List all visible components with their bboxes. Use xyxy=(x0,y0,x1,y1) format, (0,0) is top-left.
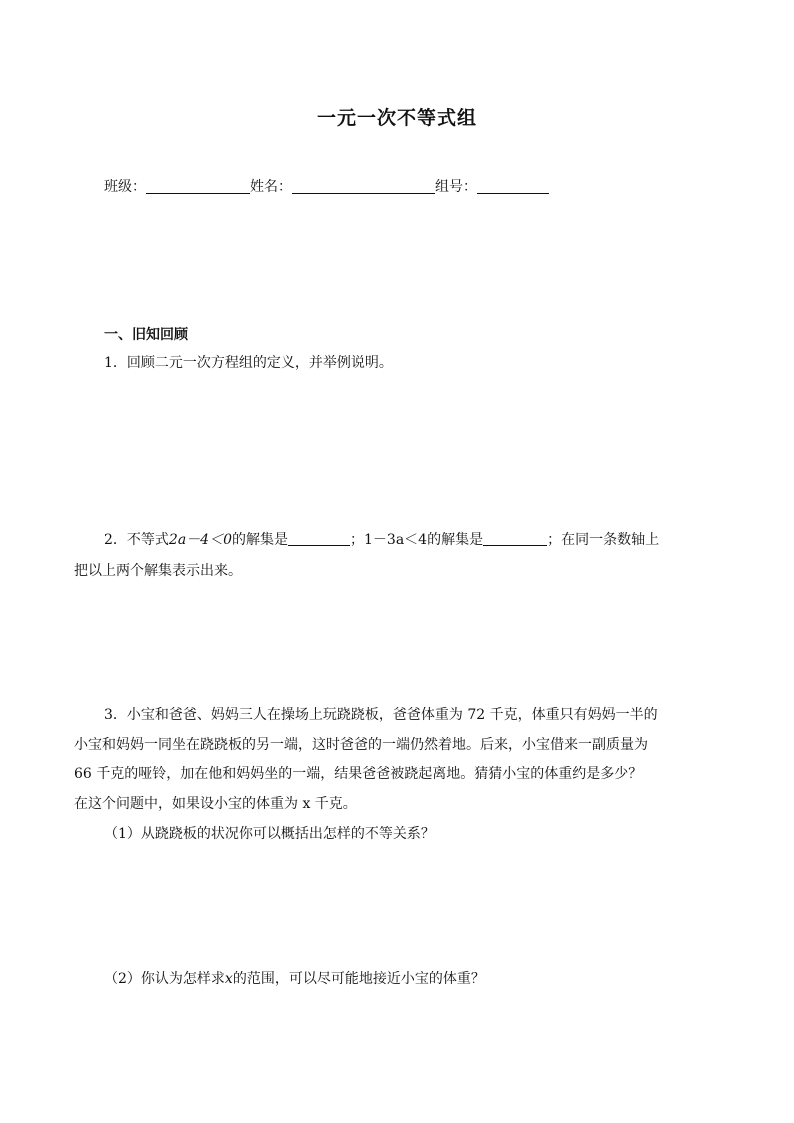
name-label: 姓名： xyxy=(250,179,292,195)
group-label: 组号： xyxy=(435,179,477,195)
question-1: 1．回顾二元一次方程组的定义，并举例说明。 xyxy=(104,355,393,371)
question-3-line-4: 在这个问题中，如果设小宝的体重为 x 千克。 xyxy=(74,796,357,812)
q2-mid-2: 的解集是 xyxy=(427,532,484,548)
q2-inequality-2: 1－3a＜4 xyxy=(364,532,428,548)
q2-mid-1: 的解集是 xyxy=(232,532,288,548)
question-3-line-3: 66 千克的哑铃，加在他和妈妈坐的一端，结果爸爸被跷起离地。猜猜小宝的体重约是多少？ xyxy=(74,766,643,782)
section-heading-review: 一、旧知回顾 xyxy=(104,327,188,343)
class-label: 班级： xyxy=(104,179,146,195)
question-3-sub-2 xyxy=(104,969,485,989)
q2-separator: ； xyxy=(350,532,364,548)
q3-sub2-suffix: 的范围，可以尽可能地接近小宝的体重？ xyxy=(232,971,485,987)
q3-sub2-variable: x xyxy=(224,971,233,987)
q2-inequality-1: 2a－4＜0 xyxy=(168,532,232,548)
q2-answer-blank-1[interactable] xyxy=(288,530,350,546)
question-3-line-1: 3．小宝和爸爸、妈妈三人在操场上玩跷跷板，爸爸体重为 72 千克，体重只有妈妈一半的 xyxy=(104,707,658,723)
class-blank[interactable] xyxy=(146,177,250,194)
q2-answer-blank-2[interactable] xyxy=(483,530,547,546)
q3-sub2-prefix: （2）你认为怎样求 xyxy=(104,971,225,987)
q2-prefix: 2．不等式 xyxy=(104,532,169,548)
question-2-line-1 xyxy=(104,530,659,550)
question-3-line-2: 小宝和妈妈一同坐在跷跷板的另一端，这时爸爸的一端仍然着地。后来，小宝借来一副质量为 xyxy=(74,737,648,753)
student-info-row xyxy=(104,176,549,196)
question-2-line-2: 把以上两个解集表示出来。 xyxy=(74,563,242,579)
page-title: 一元一次不等式组 xyxy=(316,107,477,129)
q2-tail: ；在同一条数轴上 xyxy=(547,532,660,548)
question-3-sub-1: （1）从跷跷板的状况你可以概括出怎样的不等关系？ xyxy=(104,826,435,842)
name-blank[interactable] xyxy=(292,177,435,194)
group-blank[interactable] xyxy=(477,177,549,194)
